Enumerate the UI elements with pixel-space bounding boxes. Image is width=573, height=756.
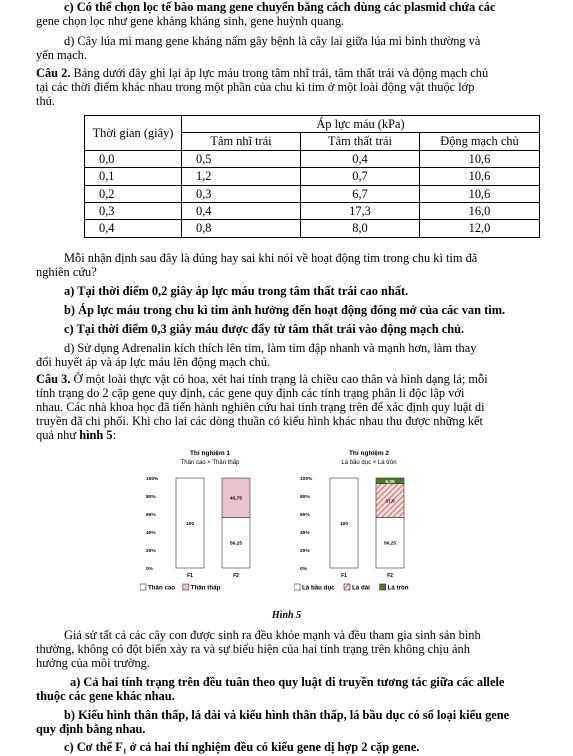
y-tick-label: 60%	[146, 513, 156, 518]
table-row	[85, 203, 540, 220]
table-header-col: Tâm thất trái	[301, 133, 420, 150]
x-tick-label: F1	[187, 573, 193, 579]
table-cell: 12,0	[420, 220, 540, 237]
table-cell: 10,6	[420, 150, 540, 167]
text-line: hưởng của môi trường.	[36, 656, 150, 670]
text-line: c) Có thể chọn lọc tế bào mang gene chuyển bằng cách dùng các plasmid chứa các	[64, 0, 496, 14]
blood-pressure-table	[84, 115, 540, 238]
table-cell: 0,4	[85, 220, 182, 237]
table-row	[85, 150, 540, 167]
table-row	[85, 220, 540, 237]
text-line: yến mạch.	[36, 48, 87, 62]
table-cell: 0,1	[85, 168, 182, 185]
data-label: 56,25	[383, 541, 397, 547]
chart-title: Thí nghiệm 1	[189, 450, 231, 457]
y-tick-label: 40%	[146, 531, 156, 536]
statement-a: a) Tại thời điểm 0,2 giây áp lực máu trong tâm thất trái cao nhất.	[64, 284, 409, 298]
chart-subtitle: Lá bầu dục × Lá tròn	[341, 460, 397, 466]
y-tick-label: 100%	[146, 477, 159, 482]
table-cell: 0,3	[182, 185, 301, 202]
y-tick-label: 80%	[146, 495, 156, 500]
legend-swatch	[344, 584, 350, 590]
statement-b: b) Kiểu hình thân thấp, lá dài và kiểu hình thân thấp, lá bầu dục có số loại kiểu gene	[64, 708, 510, 722]
question-3-heading: Câu 3. Ở một loài thực vật có hoa, xét hai tính trạng là chiều cao thân và hình dạng lá; mỗi	[36, 372, 488, 386]
statement-b: b) Áp lực máu trong chu kì tim ảnh hưởng đến hoạt động đóng mở của các van tim.	[64, 303, 506, 317]
text-line: quy định bằng nhau.	[36, 722, 146, 736]
y-tick-label: 40%	[300, 531, 310, 536]
table-cell: 17,3	[301, 203, 420, 220]
x-tick-label: F2	[387, 573, 393, 579]
y-tick-label: 0%	[146, 567, 153, 572]
text-line: quả như hình 5:	[36, 428, 117, 442]
table-header-col: Tâm nhĩ trái	[182, 133, 301, 150]
table-cell: 0,0	[85, 150, 182, 167]
text-line: d) Cây lúa mì mang gene kháng nấm gây bệnh là cây lai giữa lúa mì bình thường và	[64, 34, 481, 48]
y-tick-label: 20%	[300, 549, 310, 554]
legend-label: Lá dài	[352, 584, 370, 592]
table-cell: 16,0	[420, 203, 540, 220]
data-label: 100	[339, 522, 349, 527]
text-line: truyền đã chi phối. Khi cho lai các dòng thuần có kiểu hình khác nhau thu được những kết	[36, 414, 484, 428]
x-tick-label: F2	[233, 573, 239, 579]
table-cell: 10,6	[420, 185, 540, 202]
statement-a: a) Cả hai tính trạng trên đều tuân theo quy luật di truyền tương tác giữa các allele	[70, 675, 505, 689]
text-line: tại các thời điểm khác nhau trong một phần của chu kì tim ở một loài động vật thuộc lớp	[36, 80, 475, 94]
legend-label: Lá tròn	[387, 584, 409, 592]
statement-d: d) Sử dụng Adrenalin kích thích lên tim, làm tim đập nhanh và mạnh hơn, làm thay	[64, 341, 477, 355]
text-line: tính trạng do 2 cặp gene quy định, các gene quy định các tính trạng phân li độc lập với	[36, 386, 465, 400]
data-label: 6,25	[385, 479, 395, 485]
text-line: gene chọn lọc như gene kháng kháng sinh, gene huỳnh quang.	[36, 14, 345, 28]
legend-label: Lá bầu dục	[302, 584, 335, 592]
table-cell: 0,3	[85, 203, 182, 220]
statement-c: c) Cơ thể F₁ ở cả hai thí nghiệm đều có kiểu gene dị hợp 2 cặp gene.	[64, 740, 420, 754]
table-cell: 0,4	[301, 150, 420, 167]
legend-swatch	[183, 584, 189, 590]
x-tick-label: F1	[341, 573, 347, 579]
data-label: 43,75	[229, 496, 243, 502]
table-cell: 10,6	[420, 168, 540, 185]
y-tick-label: 60%	[300, 513, 310, 518]
legend-label: Thân thấp	[190, 584, 221, 592]
text-line: Giả sử tất cả các cây con được sinh ra đều khỏe mạnh và đều tham gia sinh sản bình	[64, 628, 481, 642]
data-label: 37,5	[385, 499, 395, 505]
chart-experiment-1	[140, 446, 280, 606]
table-row	[85, 185, 540, 202]
table-cell: 0,2	[85, 185, 182, 202]
text-line: nhau. Các nhà khoa học đã tiến hành nghiên cứu hai tính trạng trên để xác định quy luật di	[36, 400, 485, 414]
legend-swatch	[380, 584, 386, 590]
table-cell: 6,7	[301, 185, 420, 202]
y-tick-label: 100%	[300, 477, 313, 482]
table-cell: 1,2	[182, 168, 301, 185]
data-label: 56,25	[229, 541, 243, 547]
text-line: thú.	[36, 94, 55, 108]
table-cell: 0,4	[182, 203, 301, 220]
question-2-heading: Câu 2. Bảng dưới đây ghi lại áp lực máu trong tâm nhĩ trái, tâm thất trái và động mạch chủ	[36, 66, 489, 80]
table-header-time: Thời gian (giây)	[85, 116, 182, 151]
text-line: Mỗi nhận định sau đây là đúng hay sai khi nói về hoạt động tim trong chu kì tim đã	[64, 251, 478, 265]
y-tick-label: 80%	[300, 495, 310, 500]
chart-subtitle: Thân cao × Thân thấp	[180, 460, 240, 466]
y-tick-label: 20%	[146, 549, 156, 554]
table-cell: 0,5	[182, 150, 301, 167]
table-cell: 0,7	[301, 168, 420, 185]
figure-caption: Hình 5	[271, 610, 302, 621]
legend-swatch	[140, 584, 146, 590]
data-label: 100	[185, 522, 195, 527]
text-line: thuộc các gene khác nhau.	[36, 689, 175, 703]
legend-swatch	[294, 584, 300, 590]
table-cell: 8,0	[301, 220, 420, 237]
table-cell: 0,8	[182, 220, 301, 237]
text-line: thường, không có đột biến xảy ra và sự biểu hiện của hai tính trạng trên không chịu ảnh	[36, 642, 470, 656]
legend-label: Thân cao	[148, 584, 176, 592]
chart-experiment-2	[294, 446, 444, 606]
text-line: nghiên cứu?	[36, 265, 97, 279]
table-row	[85, 168, 540, 185]
table-header-col: Động mạch chủ	[420, 133, 540, 150]
statement-c: c) Tại thời điểm 0,3 giây máu được đẩy từ tâm thất trái vào động mạch chủ.	[64, 322, 465, 336]
chart-title: Thí nghiệm 2	[348, 450, 390, 457]
text-line: đổi huyết áp và áp lực máu lên động mạch chủ.	[36, 355, 271, 369]
y-tick-label: 0%	[300, 567, 307, 572]
table-header-group: Áp lực máu (kPa)	[182, 116, 540, 133]
